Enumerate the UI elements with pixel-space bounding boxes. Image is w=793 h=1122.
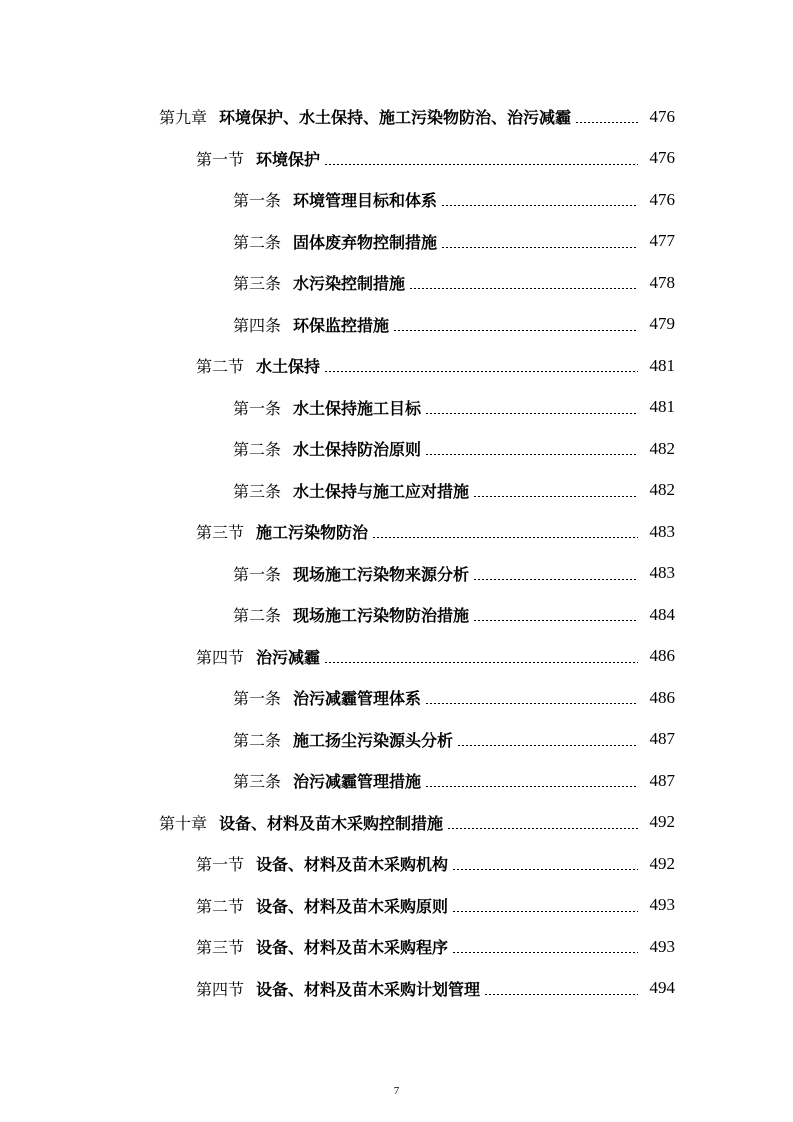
- toc-entry-number: 第一条: [233, 564, 282, 584]
- toc-entry-section[interactable]: [0, 968, 793, 1010]
- toc-entry-number: 第四节: [196, 647, 245, 667]
- toc-entry-title: 环境保护、水土保持、施工污染物防治、治污减霾: [219, 108, 572, 128]
- toc-entry-article[interactable]: [0, 553, 793, 595]
- toc-dot-leader: [441, 205, 638, 206]
- toc-entry-article[interactable]: [0, 719, 793, 761]
- toc-entry-page: 486: [649, 646, 675, 666]
- toc-entry-title: 水土保持与施工应对措施: [293, 481, 470, 501]
- toc-entry-page: 492: [649, 853, 675, 873]
- toc-entry-title: 治污减霾管理措施: [293, 772, 422, 792]
- toc-entry-number: 第二条: [233, 606, 282, 626]
- toc-entry-number: 第三节: [196, 523, 245, 543]
- toc-entry-section[interactable]: [0, 511, 793, 553]
- toc-dot-leader: [425, 413, 638, 414]
- toc-dot-leader: [452, 952, 638, 953]
- toc-entry-page: 487: [649, 729, 675, 749]
- toc-entry-page: 487: [649, 770, 675, 790]
- toc-entry-number: 第一条: [233, 398, 282, 418]
- toc-entry-page: 482: [649, 480, 675, 500]
- toc-entry-number: 第二条: [233, 440, 282, 460]
- toc-entry-page: 492: [649, 812, 675, 832]
- toc-entry-title: 环保监控措施: [293, 315, 390, 335]
- toc-dot-leader: [393, 330, 638, 331]
- toc-entry-page: 478: [649, 272, 675, 292]
- toc-entry-title: 现场施工污染物防治措施: [293, 606, 470, 626]
- toc-dot-leader: [409, 288, 638, 289]
- toc-entry-page: 476: [649, 189, 675, 209]
- toc-entry-article[interactable]: [0, 262, 793, 304]
- toc-dot-leader: [473, 579, 638, 580]
- toc-entry-article[interactable]: [0, 221, 793, 263]
- toc-entry-number: 第二节: [196, 896, 245, 916]
- toc-entry-number: 第一节: [196, 855, 245, 875]
- toc-dot-leader: [473, 620, 638, 621]
- toc-entry-number: 第三节: [196, 938, 245, 958]
- table-of-contents: [0, 96, 793, 1009]
- toc-entry-title: 水土保持: [256, 357, 321, 377]
- toc-dot-leader: [441, 247, 638, 248]
- toc-entry-page: 481: [649, 397, 675, 417]
- toc-entry-title: 治污减霾管理体系: [293, 689, 422, 709]
- toc-entry-article[interactable]: [0, 760, 793, 802]
- toc-entry-section[interactable]: [0, 345, 793, 387]
- toc-entry-number: 第三条: [233, 772, 282, 792]
- toc-entry-chapter-9[interactable]: [0, 96, 793, 138]
- toc-entry-section[interactable]: [0, 843, 793, 885]
- toc-entry-title: 现场施工污染物来源分析: [293, 564, 470, 584]
- toc-entry-title: 施工扬尘污染源头分析: [293, 730, 454, 750]
- toc-dot-leader: [452, 869, 638, 870]
- toc-entry-number: 第三条: [233, 274, 282, 294]
- toc-entry-page: 481: [649, 355, 675, 375]
- toc-entry-number: 第四节: [196, 979, 245, 999]
- toc-entry-article[interactable]: [0, 387, 793, 429]
- toc-entry-section[interactable]: [0, 885, 793, 927]
- toc-entry-number: 第三条: [233, 481, 282, 501]
- toc-dot-leader: [457, 745, 638, 746]
- toc-entry-page: 476: [649, 148, 675, 168]
- toc-entry-article[interactable]: [0, 594, 793, 636]
- toc-dot-leader: [452, 911, 638, 912]
- toc-entry-page: 482: [649, 438, 675, 458]
- toc-entry-number: 第九章: [159, 108, 208, 128]
- toc-entry-number: 第二条: [233, 232, 282, 252]
- toc-dot-leader: [484, 994, 638, 995]
- toc-dot-leader: [575, 122, 638, 123]
- toc-entry-title: 水污染控制措施: [293, 274, 406, 294]
- toc-entry-number: 第二条: [233, 730, 282, 750]
- toc-entry-page: 486: [649, 687, 675, 707]
- toc-entry-title: 施工污染物防治: [256, 523, 369, 543]
- toc-dot-leader: [425, 454, 638, 455]
- toc-entry-article[interactable]: [0, 428, 793, 470]
- toc-dot-leader: [372, 537, 638, 538]
- toc-entry-number: 第十章: [159, 813, 208, 833]
- toc-entry-page: 484: [649, 604, 675, 624]
- toc-entry-article[interactable]: [0, 304, 793, 346]
- toc-entry-page: 477: [649, 231, 675, 251]
- toc-dot-leader: [425, 786, 638, 787]
- toc-entry-title: 治污减霾: [256, 647, 321, 667]
- toc-entry-page: 476: [649, 106, 675, 126]
- toc-entry-title: 水土保持防治原则: [293, 440, 422, 460]
- toc-entry-page: 494: [649, 978, 675, 998]
- toc-entry-page: 493: [649, 895, 675, 915]
- toc-entry-number: 第二节: [196, 357, 245, 377]
- toc-entry-title: 固体废弃物控制措施: [293, 232, 438, 252]
- toc-dot-leader: [324, 662, 638, 663]
- toc-entry-number: 第一节: [196, 149, 245, 169]
- toc-entry-title: 环境保护: [256, 149, 321, 169]
- toc-dot-leader: [425, 703, 638, 704]
- toc-entry-title: 设备、材料及苗木采购控制措施: [219, 813, 444, 833]
- toc-dot-leader: [447, 828, 638, 829]
- toc-entry-number: 第一条: [233, 191, 282, 211]
- toc-entry-page: 483: [649, 563, 675, 583]
- toc-entry-page: 479: [649, 314, 675, 334]
- toc-entry-section[interactable]: [0, 138, 793, 180]
- toc-entry-page: 483: [649, 521, 675, 541]
- toc-entry-section[interactable]: [0, 926, 793, 968]
- toc-entry-title: 设备、材料及苗木采购机构: [256, 855, 449, 875]
- toc-entry-title: 设备、材料及苗木采购计划管理: [256, 979, 481, 999]
- toc-entry-title: 环境管理目标和体系: [293, 191, 438, 211]
- toc-entry-number: 第四条: [233, 315, 282, 335]
- toc-entry-article[interactable]: [0, 677, 793, 719]
- toc-entry-article[interactable]: [0, 179, 793, 221]
- toc-dot-leader: [324, 164, 638, 165]
- toc-entry-article[interactable]: [0, 470, 793, 512]
- toc-entry-section[interactable]: [0, 636, 793, 678]
- toc-entry-title: 设备、材料及苗木采购程序: [256, 938, 449, 958]
- page-number: 7: [393, 1085, 400, 1097]
- toc-entry-title: 水土保持施工目标: [293, 398, 422, 418]
- toc-entry-title: 设备、材料及苗木采购原则: [256, 896, 449, 916]
- toc-dot-leader: [473, 496, 638, 497]
- toc-entry-number: 第一条: [233, 689, 282, 709]
- toc-entry-chapter-10[interactable]: [0, 802, 793, 844]
- toc-entry-page: 493: [649, 936, 675, 956]
- toc-dot-leader: [324, 371, 638, 372]
